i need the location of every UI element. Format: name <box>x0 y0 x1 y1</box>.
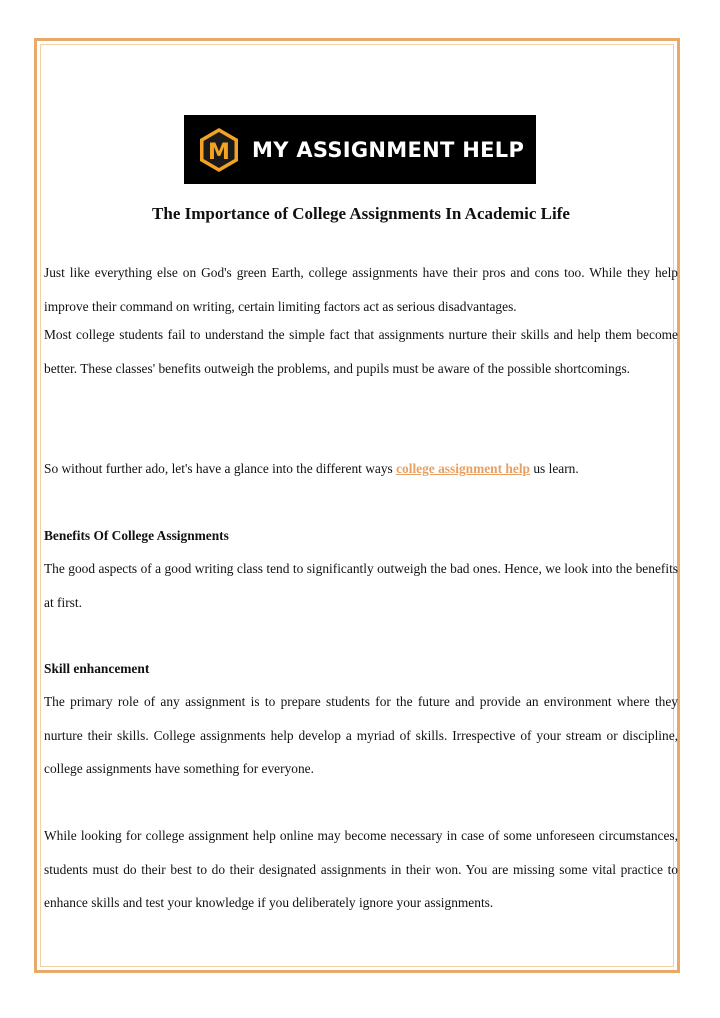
logo-text: MY ASSIGNMENT HELP <box>252 137 525 162</box>
brand-logo <box>184 115 536 184</box>
benefits-paragraph: The good aspects of a good writing class tend to significantly outweigh the bad ones. Hence, we look into the benefits at first. <box>44 561 678 610</box>
logo-letter: M <box>208 139 230 165</box>
college-assignment-help-link[interactable]: college assignment help <box>396 461 530 476</box>
benefits-heading: Benefits Of College Assignments <box>44 528 229 543</box>
hexagon-m-logo-icon <box>198 127 240 173</box>
intro-paragraph-3 <box>44 452 678 486</box>
skill-paragraph-1: The primary role of any assignment is to prepare students for the future and provide an environment where they nurture their skills. College assignments help develop a myriad of skills. Irrespective of your stream or discipline, college assignments have something for everyone. <box>44 694 678 776</box>
skill-paragraph-2: While looking for college assignment help online may become necessary in case of some unforeseen circumstances, students must do their best to do their designated assignments in their won. You are missing some vital practice to enhance skills and test your knowledge if you deliberately ignore your assignments. <box>44 828 678 910</box>
intro-paragraph-1: Just like everything else on God's green Earth, college assignments have their pros and cons too. While they help improve their command on writing, certain limiting factors act as serious disadvantages. <box>44 265 678 314</box>
intro-paragraph-3-before: So without further ado, let's have a glance into the different ways <box>44 461 397 476</box>
document-title: The Importance of College Assignments In Academic Life <box>152 204 570 223</box>
skill-enhancement-heading: Skill enhancement <box>44 661 150 676</box>
intro-paragraph-2: Most college students fail to understand the simple fact that assignments nurture their skills and help them become better. These classes' benefits outweigh the problems, and pupils must be aware of the possible shortcomings. <box>44 327 678 376</box>
intro-paragraph-3-after: us learn. <box>530 461 579 476</box>
